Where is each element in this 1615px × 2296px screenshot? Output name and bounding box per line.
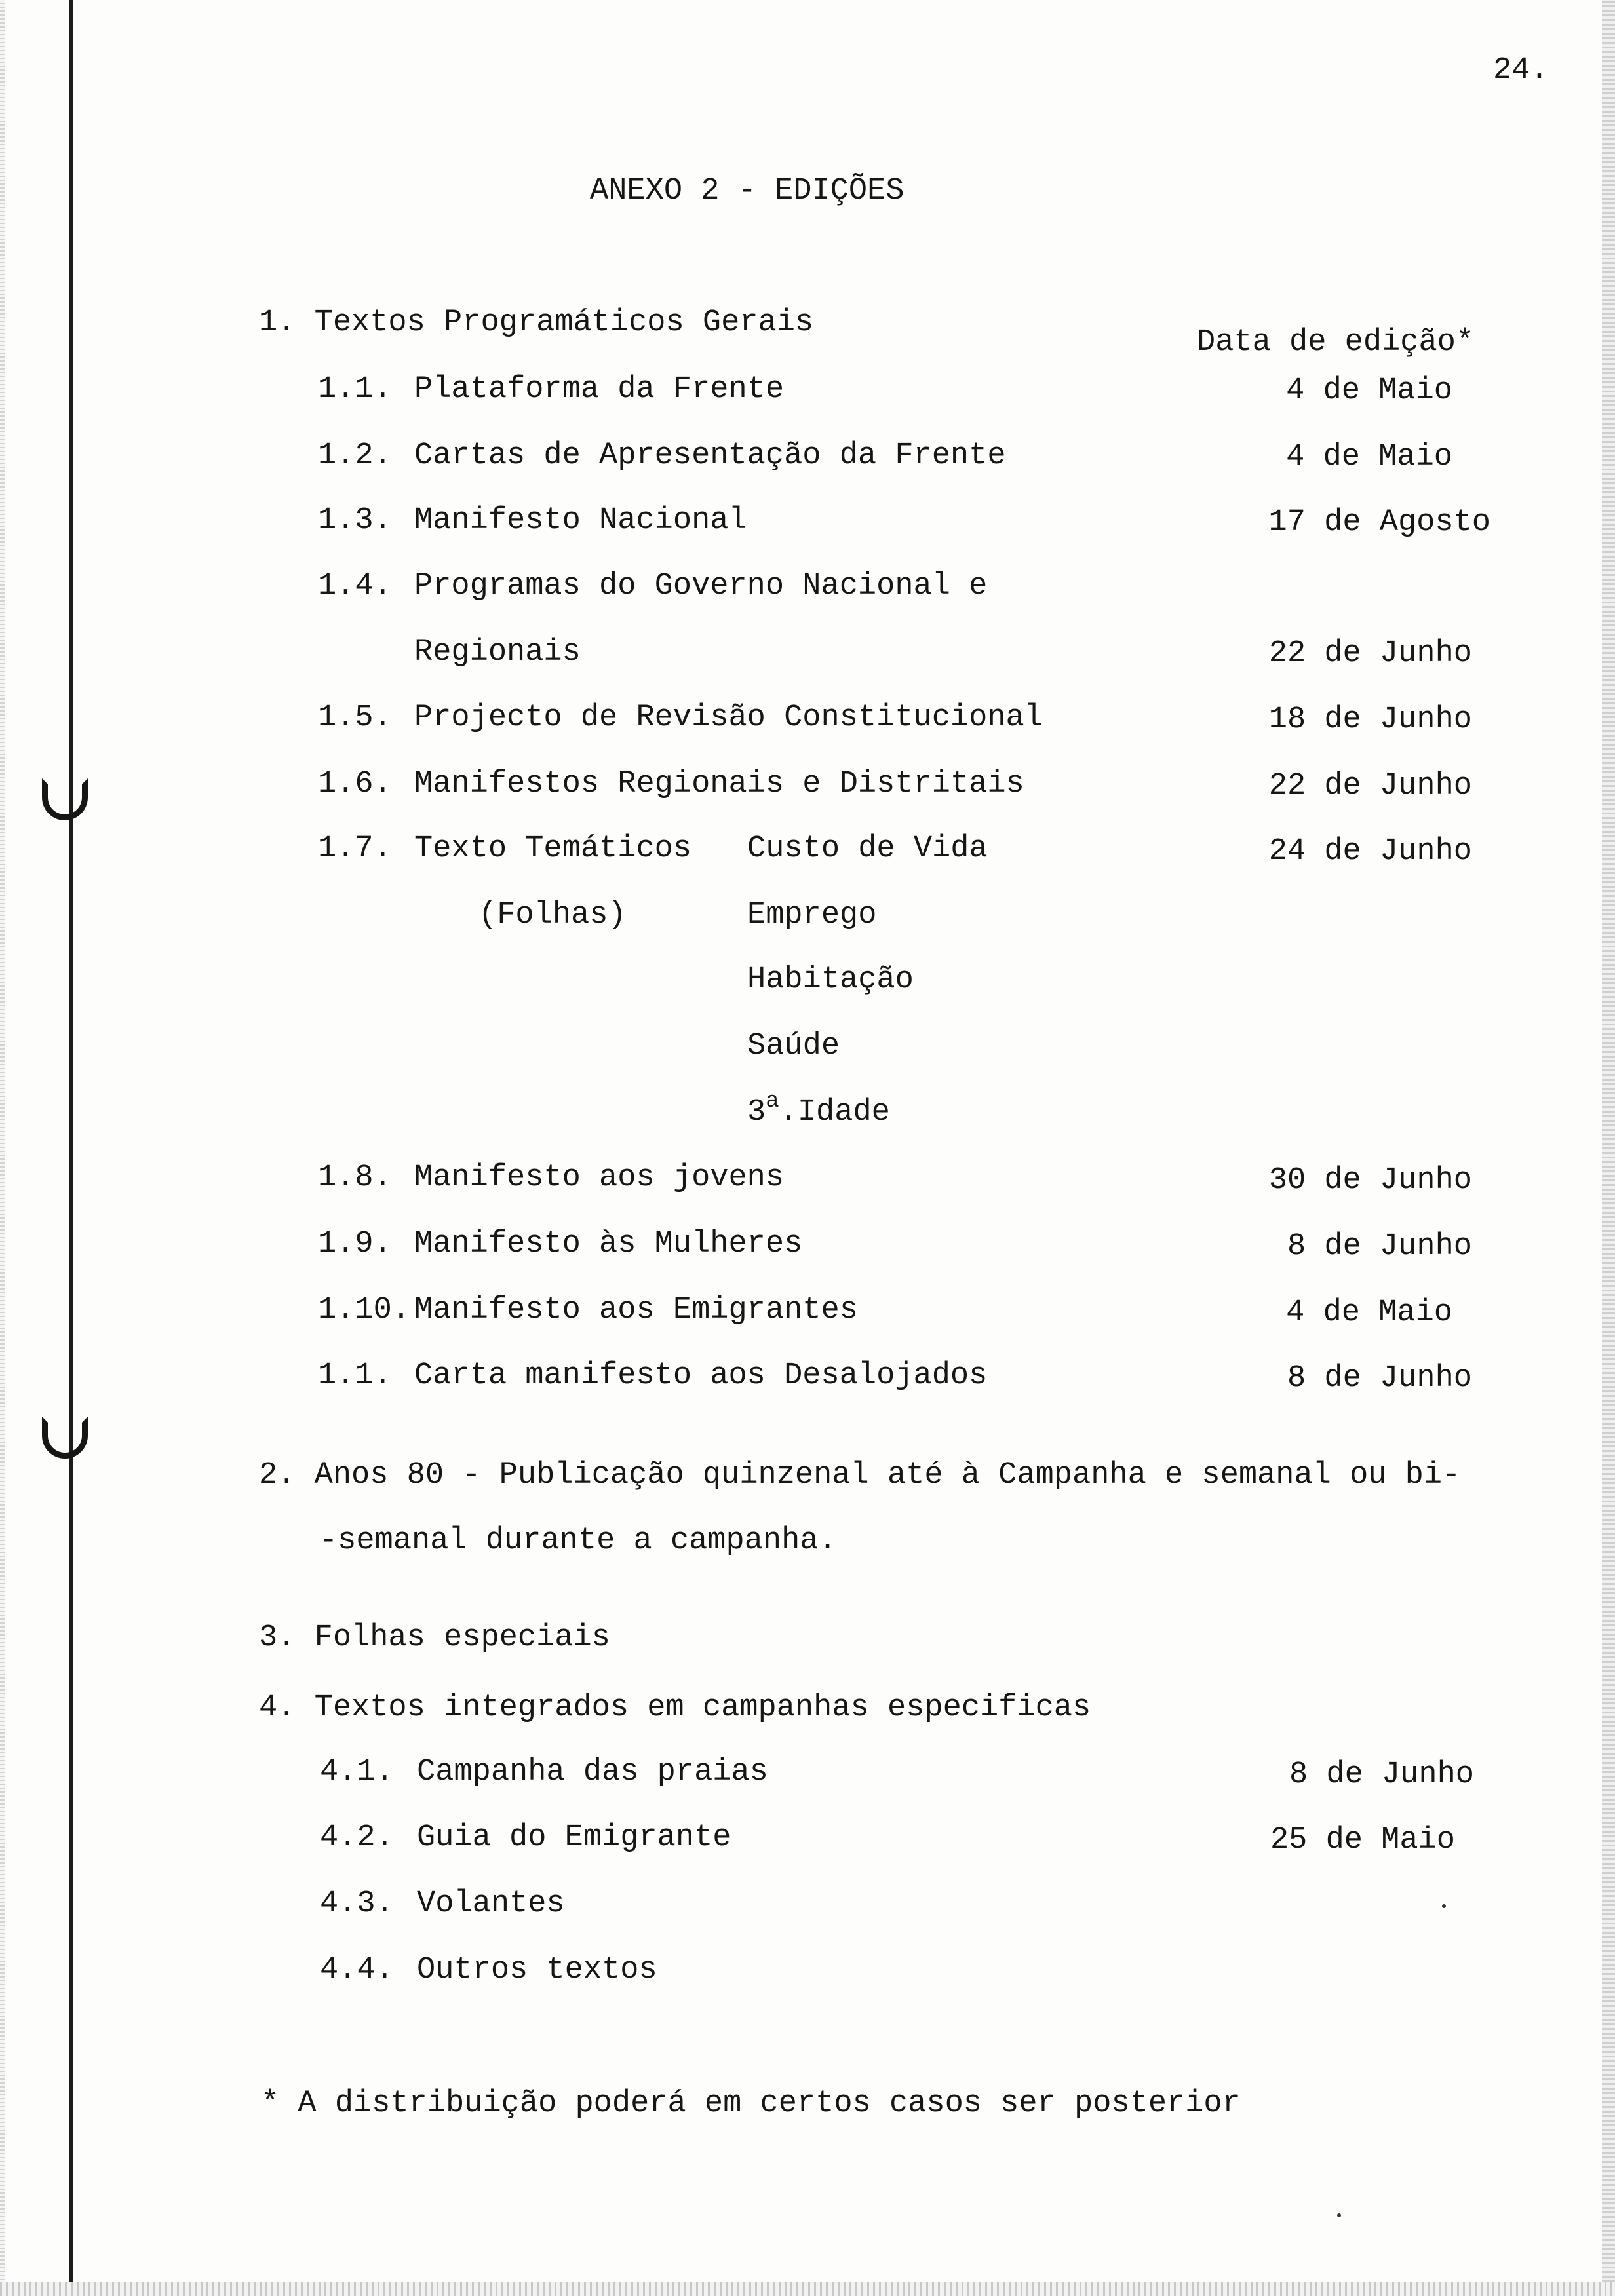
date-column-header: Data de edição* bbox=[1197, 325, 1475, 360]
item-number: 1.1. bbox=[318, 372, 392, 407]
item-date: 8 de Junho bbox=[1287, 1361, 1472, 1396]
scan-left-edge bbox=[0, 0, 5, 2296]
item-sublabel: (Folhas) bbox=[478, 898, 627, 932]
item-date: 8 de Junho bbox=[1287, 1229, 1472, 1264]
speck bbox=[1442, 1904, 1446, 1908]
item-date: 4 de Maio bbox=[1286, 440, 1452, 474]
punch-hole-top bbox=[42, 778, 88, 820]
scan-right-edge bbox=[1602, 0, 1615, 2296]
item-text: Manifestos Regionais e Distritais bbox=[414, 767, 1024, 801]
topic-item: Saúde bbox=[747, 1029, 840, 1063]
item-text: Manifesto Nacional bbox=[414, 503, 747, 538]
item-text: Programas do Governo Nacional e bbox=[414, 569, 988, 603]
topic-item: Emprego bbox=[747, 898, 877, 932]
item-date: 22 de Junho bbox=[1268, 769, 1472, 803]
item-text: Carta manifesto aos Desalojados bbox=[414, 1358, 988, 1393]
speck bbox=[1337, 2213, 1341, 2217]
item-date: 4 de Maio bbox=[1286, 373, 1452, 408]
section-1-heading: 1. Textos Programáticos Gerais bbox=[259, 305, 814, 340]
item-number: 4.2. bbox=[320, 1820, 394, 1855]
item-date: 22 de Junho bbox=[1268, 636, 1472, 671]
item-text: Guia do Emigrante bbox=[417, 1820, 731, 1855]
item-date: 8 de Junho bbox=[1289, 1757, 1474, 1792]
item-number: 4.4. bbox=[320, 1953, 394, 1987]
topic-item: Custo de Vida bbox=[747, 832, 988, 866]
item-text: Texto Temáticos bbox=[414, 832, 692, 866]
item-text: Volantes bbox=[417, 1886, 565, 1921]
footnote: * A distribuição poderá em certos casos ser posterior bbox=[261, 2086, 1241, 2121]
item-number: 1.6. bbox=[318, 767, 392, 801]
item-date: 30 de Junho bbox=[1268, 1163, 1472, 1198]
item-text-continued: Regionais bbox=[414, 635, 581, 670]
item-date: 17 de Agosto bbox=[1268, 505, 1490, 540]
item-text: Projecto de Revisão Constitucional bbox=[414, 700, 1043, 735]
item-text: Manifesto aos Emigrantes bbox=[414, 1293, 858, 1328]
scan-bottom-edge bbox=[0, 2282, 1615, 2296]
item-text: Manifesto aos jovens bbox=[414, 1160, 785, 1195]
item-text: Manifesto às Mulheres bbox=[414, 1227, 803, 1261]
binder-line bbox=[69, 0, 73, 2296]
section-2-line-2: -semanal durante a campanha. bbox=[319, 1523, 837, 1558]
item-number: 1.8. bbox=[318, 1160, 392, 1195]
item-number: 1.5. bbox=[318, 700, 392, 735]
item-text: Plataforma da Frente bbox=[414, 372, 785, 407]
section-2-line-1: 2. Anos 80 - Publicação quinzenal até à Campanha e semanal ou bi- bbox=[259, 1458, 1461, 1493]
punch-hole-bottom bbox=[42, 1417, 88, 1459]
item-date: 18 de Junho bbox=[1268, 702, 1472, 737]
topic-item: Habitação bbox=[747, 963, 914, 997]
item-text: Outros textos bbox=[417, 1953, 657, 1987]
item-number: 1.4. bbox=[318, 569, 392, 603]
item-number: 1.3. bbox=[318, 503, 392, 538]
item-text: Campanha das praias bbox=[417, 1755, 768, 1789]
section-3-heading: 3. Folhas especiais bbox=[259, 1620, 610, 1655]
item-number: 1.1. bbox=[318, 1358, 392, 1393]
item-date: 4 de Maio bbox=[1286, 1295, 1452, 1330]
item-number: 1.10. bbox=[318, 1293, 411, 1328]
topic-item: 3$^a$.Idade bbox=[747, 1089, 890, 1130]
item-number: 1.7. bbox=[318, 832, 392, 866]
page-title: ANEXO 2 - EDIÇÕES bbox=[590, 174, 905, 208]
page-number: 24. bbox=[1493, 53, 1549, 88]
item-text: Cartas de Apresentação da Frente bbox=[414, 438, 1006, 473]
item-number: 1.2. bbox=[318, 438, 392, 473]
item-number: 4.3. bbox=[320, 1886, 394, 1921]
section-4-heading: 4. Textos integrados em campanhas especificas bbox=[259, 1691, 1091, 1725]
item-date: 24 de Junho bbox=[1268, 834, 1472, 869]
item-date: 25 de Maio bbox=[1270, 1823, 1455, 1858]
item-number: 1.9. bbox=[318, 1227, 392, 1261]
item-number: 4.1. bbox=[320, 1755, 394, 1789]
